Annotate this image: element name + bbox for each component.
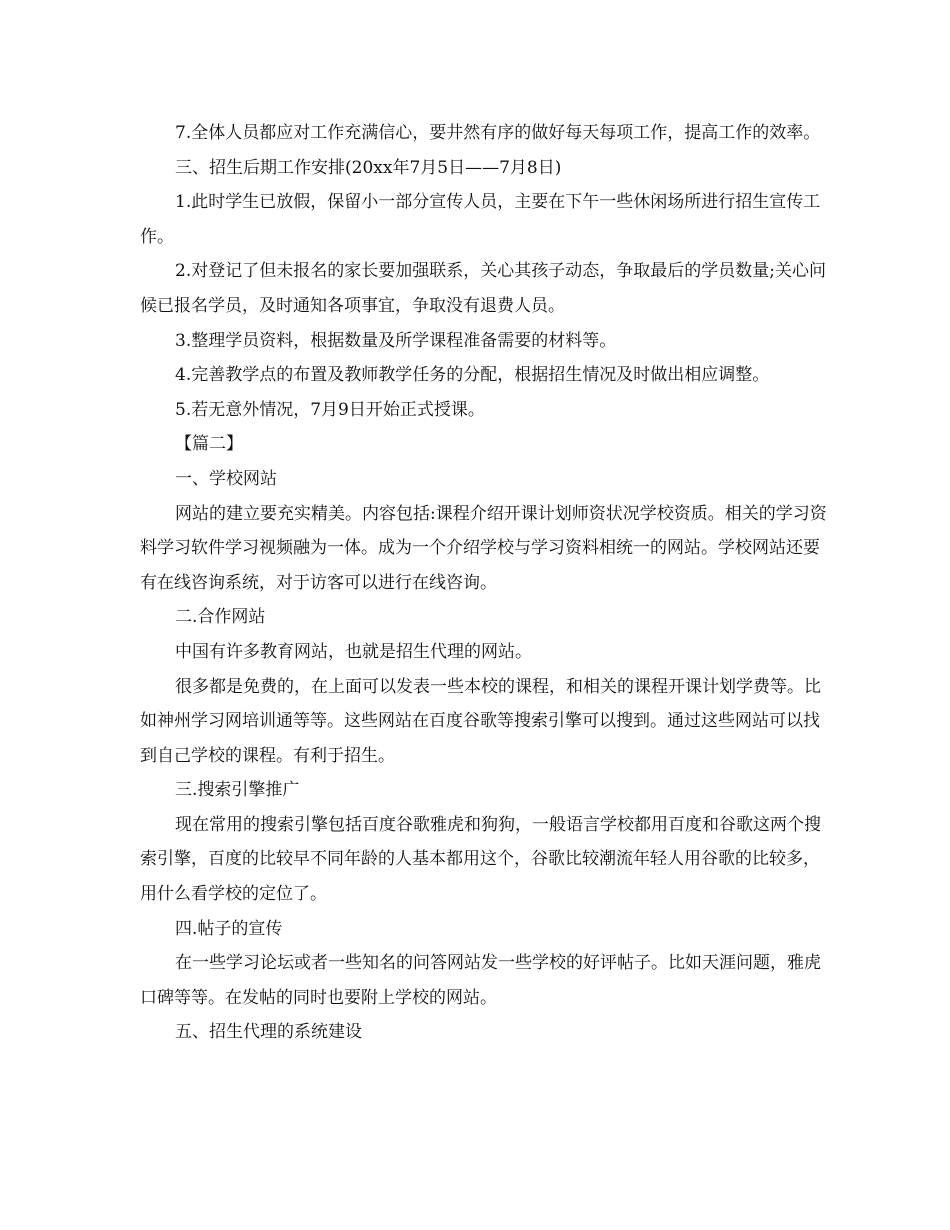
- section-heading-late-phase: 三、招生后期工作安排(20xx年7月5日——7月8日): [175, 157, 562, 178]
- paragraph-item-3: 3.整理学员资料，根据数量及所学课程准备需要的材料等。: [175, 330, 617, 351]
- paragraph-item-2: 2.对登记了但未报名的家长要加强联系，关心其孩子动态，争取最后的学员数量;关心问候已报名学员，及时通知各项事宜，争取没有退费人员。: [140, 261, 826, 316]
- section-heading-forum-posts: 四.帖子的宣传: [175, 918, 283, 939]
- paragraph-school-website: 网站的建立要充实精美。内容包括:课程介绍开课计划师资状况学校资质。相关的学习资料学习软件学习视频融为一体。成为一个介绍学校与学习资料相统一的网站。学校网站还要有在线咨询系统，对于访客可以进行在线咨询。: [140, 503, 827, 593]
- paragraph-item-7: 7.全体人员都应对工作充满信心，要井然有序的做好每天每项工作，提高工作的效率。: [175, 123, 821, 143]
- section-heading-school-website: 一、学校网站: [175, 468, 277, 489]
- paragraph-item-5: 5.若无意外情况，7月9日开始正式授课。: [175, 399, 485, 420]
- paragraph-item-1: 1.此时学生已放假，保留小一部分宣传人员，主要在下午一些休闲场所进行招生宣传工作。: [140, 192, 821, 247]
- section-heading-partner-sites: 二.合作网站: [175, 607, 266, 628]
- paragraph-item-4: 4.完善教学点的布置及教师教学任务的分配，根据招生情况及时做出相应调整。: [175, 365, 770, 386]
- section-heading-search-engine: 三.搜索引擎推广: [175, 780, 300, 801]
- part-two-heading: 【篇二】: [175, 434, 243, 455]
- document-body: [140, 116, 830, 1050]
- section-heading-agent-system: 五、招生代理的系统建设: [175, 1022, 362, 1043]
- paragraph-partner-sites-detail: 很多都是免费的，在上面可以发表一些本校的课程，和相关的课程开课计划学费等。比如神州学习网培训通等等。这些网站在百度谷歌等搜索引擎可以搜到。通过这些网站可以找到自己学校的课程。有利于招生。: [140, 676, 821, 766]
- paragraph-search-engine: 现在常用的搜索引擎包括百度谷歌雅虎和狗狗，一般语言学校都用百度和谷歌这两个搜索引擎，百度的比较早不同年龄的人基本都用这个，谷歌比较潮流年轻人用谷歌的比较多，用什么看学校的定位了。: [140, 814, 821, 905]
- paragraph-forum-posts: 在一些学习论坛或者一些知名的问答网站发一些学校的好评帖子。比如天涯问题，雅虎口碑等等。在发帖的同时也要附上学校的网站。: [140, 953, 821, 1008]
- paragraph-partner-sites-intro: 中国有许多教育网站，也就是招生代理的网站。: [175, 641, 532, 662]
